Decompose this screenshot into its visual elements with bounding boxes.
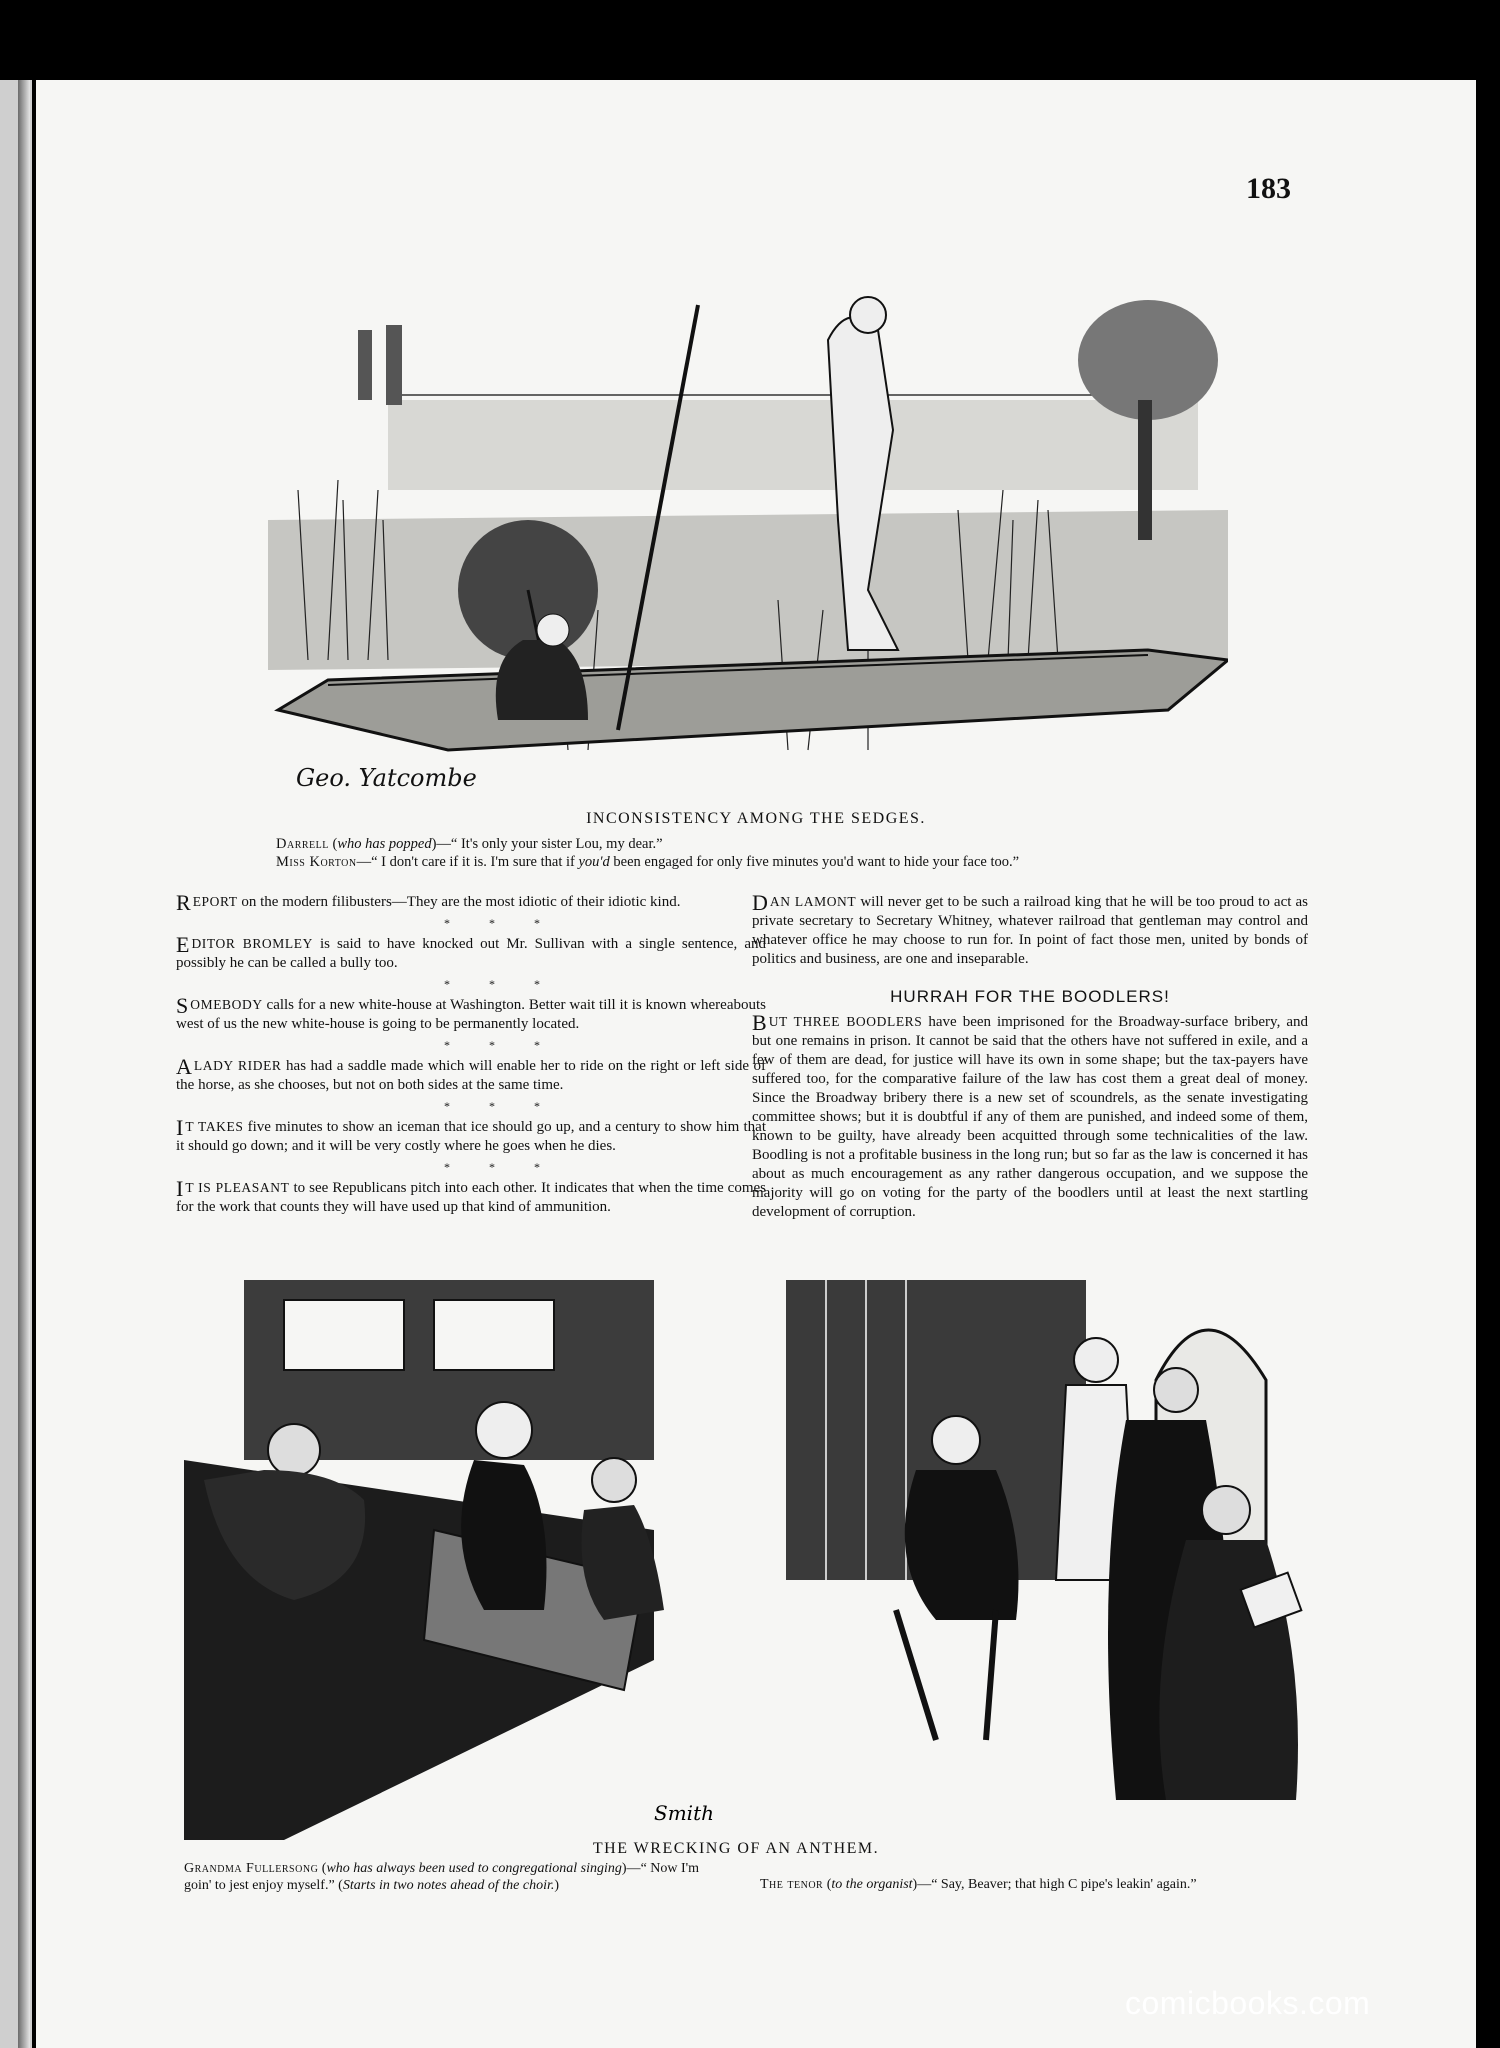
paragraph-iceman: I T TAKES five minutes to show an iceman that ice should go up, and a century to show him that it should go down; and it will be very costly where he goes when he dies. (176, 1115, 766, 1154)
sedges-illustration (268, 190, 1228, 830)
book-spine-edge (18, 80, 30, 2048)
bottom-caption-title: THE WRECKING OF AN ANTHEM. (592, 1840, 880, 1857)
caption-grandma-fullersong: Grandma Fullersong (who has always been used to congregational singing)—“ Now I'm goin' to jest enjoy myself.” (Starts in two notes ahead of the choir.) (184, 1861, 700, 1893)
separator-dots: * * * (444, 977, 558, 991)
separator-dots: * * * (444, 916, 558, 930)
article-body: BUT THREE BOODLERS have been imprisoned for the Broadway-surface bribery, and but one remains in prison. It cannot be said that the others have not suffered in exile, and a few of them are dead, for justice will have its own in some shape; but the tax-payers have suffered too, for the comparative failure of the law has cost them a great deal of money. Since the Broadway bribery there is a new set of scoundrels, as the senate investigating committee shows; but it is doubtful if any of them are punished, and indeed some of them, known to be guilty, have already been acquitted through some technicalities of the law. Boodling is not a profitable business in the long run; but so far as the law is concerned it has about as much encouragement as any rather dangerous occupation, and we suppose the majority will go on voting for the party of the boodlers until at least the next startling development of corruption. (752, 1010, 1308, 1220)
paragraph-filibusters: REPORT on the modern filibusters—They are the most idiotic of their idiotic kind. (176, 890, 681, 915)
illustrator-signature: Geo. Yatcombe (296, 764, 477, 792)
organist-illustration (786, 1280, 1346, 1820)
paragraph-bromley: EDITOR BROMLEY is said to have knocked out Mr. Sullivan with a single sentence, and possibly he can be called a bully too. (176, 932, 766, 971)
page-number: 183 (1246, 172, 1291, 205)
church-pews-illustration (184, 1280, 774, 1840)
article-heading: HURRAH FOR THE BOODLERS! (890, 987, 1170, 1006)
separator-dots: * * * (444, 1099, 558, 1113)
paragraph-dan-lamont: DAN LAMONT will never get to be such a railroad king that he will be too proud to act as private secretary to Secretary Whitney, whatever railroad that gentleman may control and whatever office he may choose to run for. In point of fact those men, united by bonds of politics and business, are one and inseparable. (752, 890, 1308, 967)
site-watermark: comicbooks.com (1125, 1985, 1371, 2021)
illustrator-signature-smith: Smith (654, 1801, 714, 1825)
separator-dots: * * * (444, 1160, 558, 1174)
caption-dialogue-darrell: Darrell (who has popped)—“ It's only your sister Lou, my dear.” (276, 836, 663, 852)
caption-dialogue-korton: Miss Korton—“ I don't care if it is. I'm sure that if you'd been engaged for only five minutes you'd want to hide your face too.” (276, 854, 1020, 870)
right-column (752, 892, 1308, 1222)
paragraph-white-house: SOMEBODY calls for a new white-house at Washington. Better wait till it is known whereabouts west of us the new white-house is going to be permanently located. (176, 993, 766, 1032)
separator-dots: * * * (444, 1038, 558, 1052)
left-column (176, 892, 766, 1217)
paragraph-lady-rider: A LADY RIDER has had a saddle made which will enable her to ride on the right or left side of the horse, as she chooses, but not on both sides at the same time. (176, 1054, 766, 1093)
magazine-page (36, 80, 1476, 2048)
top-caption-title: INCONSISTENCY AMONG THE SEDGES. (586, 810, 926, 827)
caption-tenor: The tenor (to the organist)—“ Say, Beaver; that high C pipe's leakin' again.” (760, 1877, 1197, 1892)
paragraph-republicans: I T IS PLEASANT to see Republicans pitch into each other. It indicates that when the time comes for the work that counts they will have used up that kind of ammunition. (176, 1176, 767, 1215)
